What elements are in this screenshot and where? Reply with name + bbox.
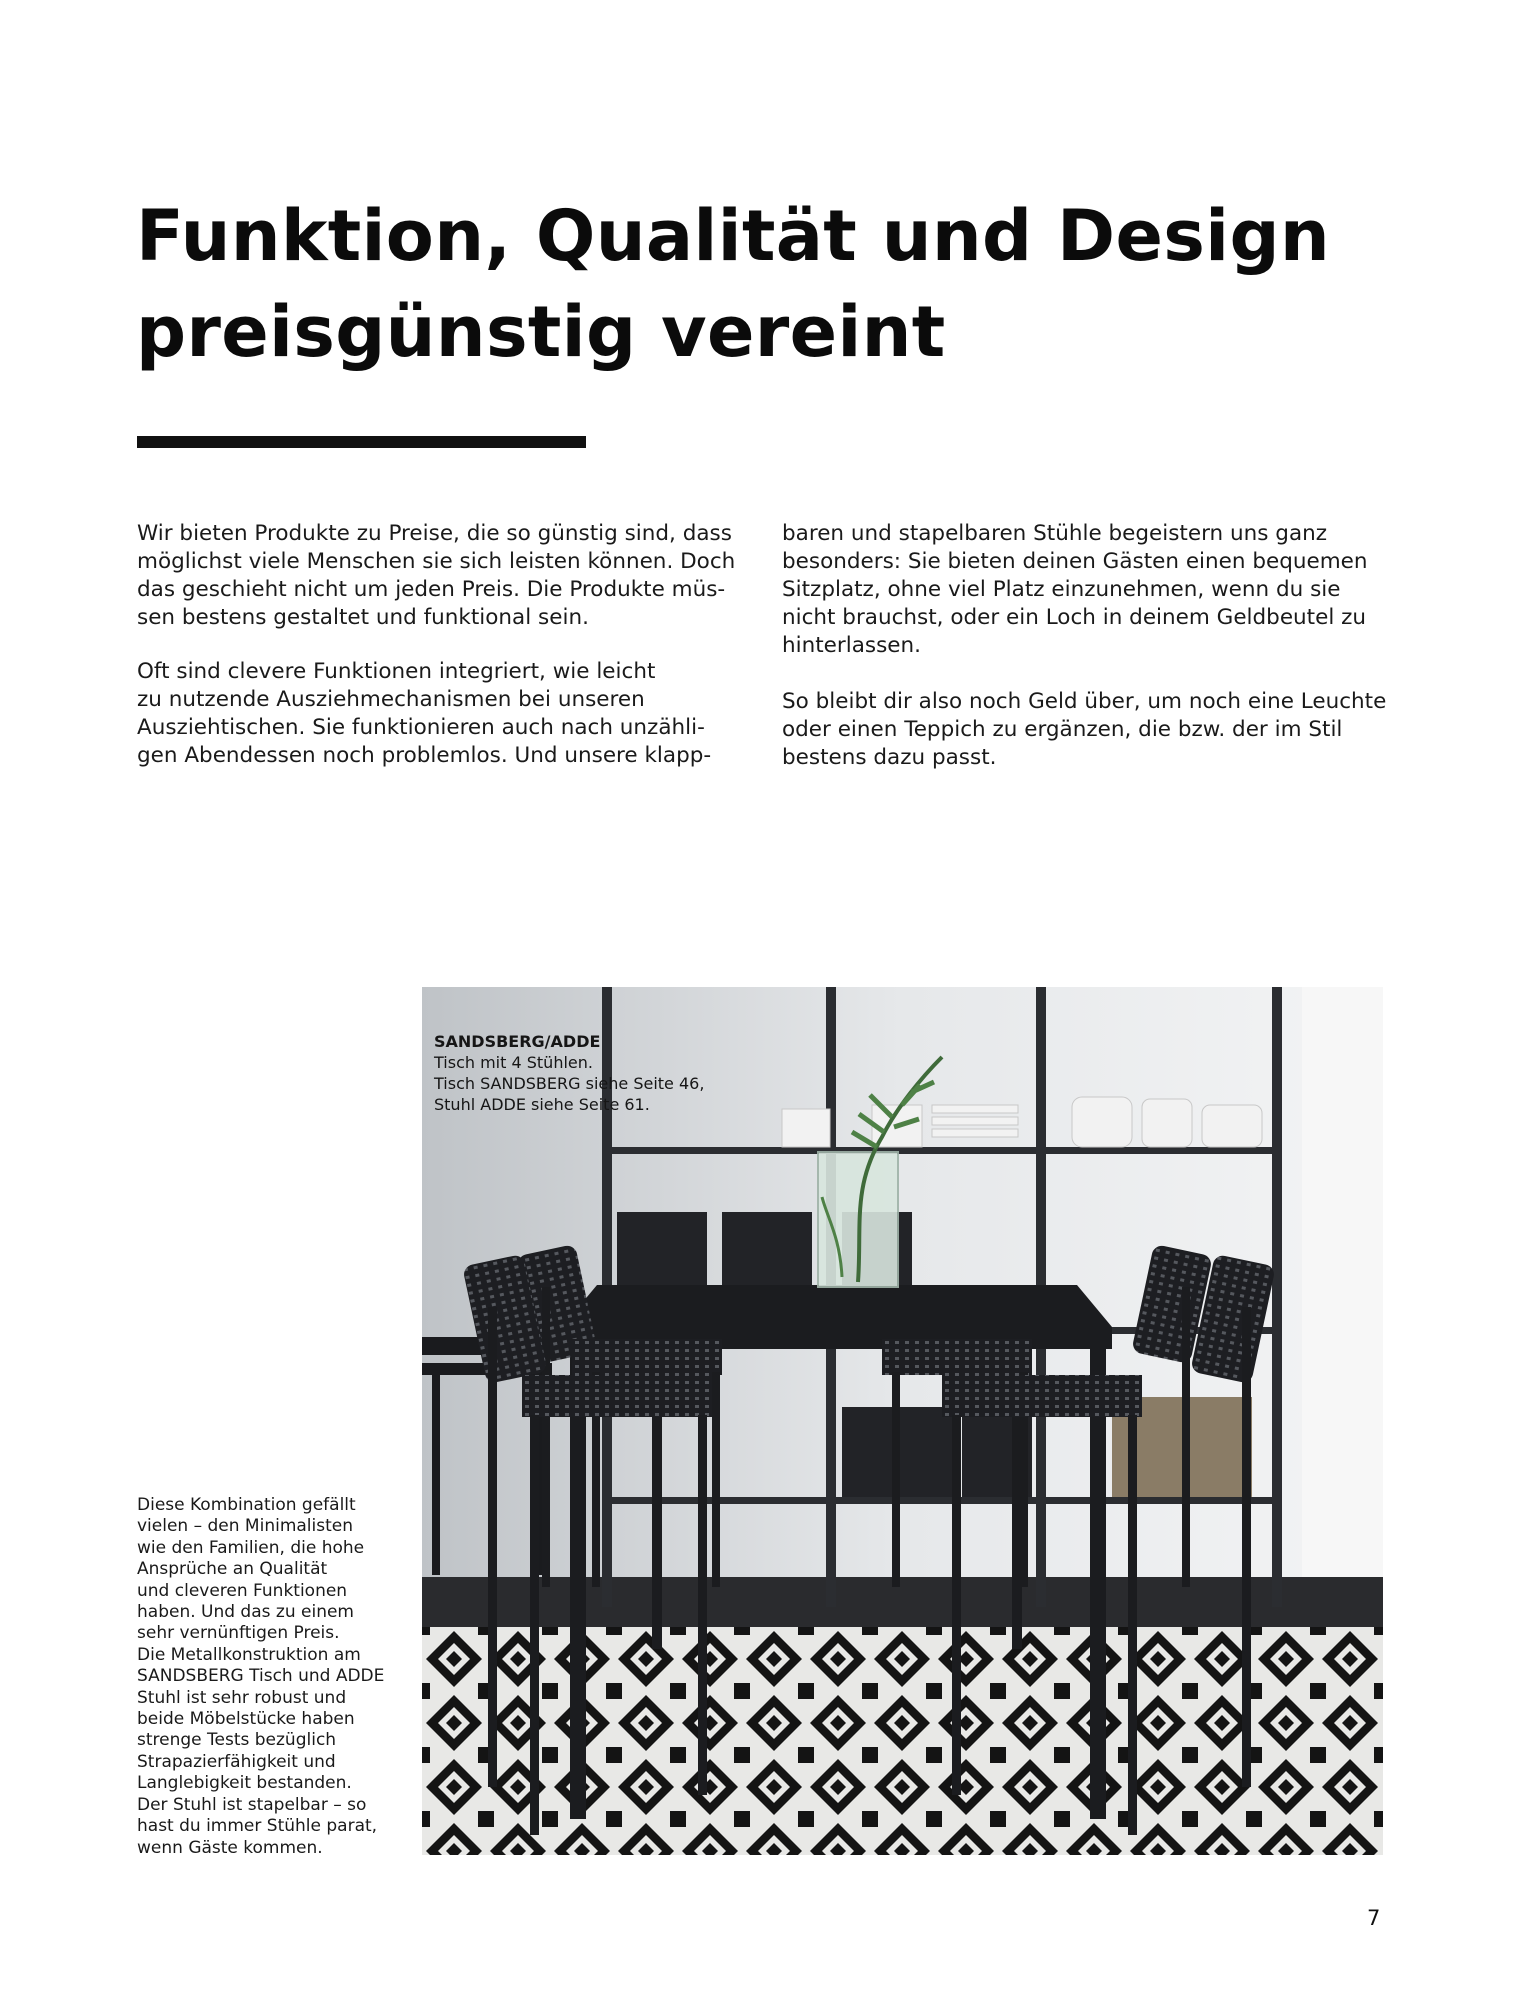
text-line: wie den Familien, die hohe [137, 1537, 365, 1558]
text-line: haben. Und das zu einem [137, 1602, 354, 1623]
text-line: Diese Kombination gefällt [137, 1495, 356, 1515]
text-line: Oft sind clevere Funktionen integriert, wie leicht [137, 659, 656, 684]
text-line: Langlebigkeit bestanden. [137, 1773, 352, 1794]
text-line: strenge Tests bezüglich [137, 1730, 337, 1751]
dining-scene-illustration [422, 987, 1383, 1855]
text-line: Ausziehtischen. Sie funktionieren auch nach unzähli- [137, 715, 705, 740]
text-line: wenn Gäste kommen. [137, 1837, 323, 1858]
text-line: vielen – den Minimalisten [137, 1516, 354, 1537]
text-line: zu nutzende Ausziehmechanismen bei unseren [137, 687, 645, 712]
text-line: sehr vernünftigen Preis. [137, 1623, 340, 1644]
text-line: gen Abendessen noch problemlos. Und unsere klapp- [137, 743, 712, 768]
text-line: So bleibt dir also noch Geld über, um noch eine Leuchte [782, 689, 1387, 714]
text-line: Sitzplatz, ohne viel Platz einzunehmen, wenn du sie [782, 577, 1341, 602]
page-number: 7 [1367, 1906, 1381, 1930]
photo-caption [434, 1031, 704, 1115]
caption-line: Stuhl ADDE siehe Seite 61. [434, 1095, 650, 1114]
text-line: SANDSBERG Tisch und ADDE [137, 1666, 385, 1687]
text-line: Ansprüche an Qualität [137, 1559, 328, 1580]
text-line: baren und stapelbaren Stühle begeistern uns ganz [782, 521, 1328, 546]
side-description [137, 1495, 384, 1859]
title-line-2: preisgünstig vereint [136, 291, 946, 373]
body-left-paragraph-2 [137, 658, 711, 770]
text-line: hast du immer Stühle parat, [137, 1816, 378, 1837]
text-line: das geschieht nicht um jeden Preis. Die Produkte müs- [137, 577, 726, 602]
text-line: Die Metallkonstruktion am [137, 1644, 361, 1665]
curtain [1302, 987, 1383, 1627]
text-line: besonders: Sie bieten deinen Gästen einen bequemen [782, 549, 1368, 574]
text-line: und cleveren Funktionen [137, 1580, 348, 1601]
text-line: Stuhl ist sehr robust und [137, 1687, 347, 1708]
text-line: hinterlassen. [782, 633, 921, 658]
body-right-paragraph-1 [782, 520, 1368, 660]
body-left-paragraph-1 [137, 520, 735, 632]
caption-title: SANDSBERG/ADDE [434, 1032, 601, 1051]
text-line: beide Möbelstücke haben [137, 1709, 355, 1730]
patterned-rug [422, 1627, 1383, 1855]
text-line: Wir bieten Produkte zu Preise, die so günstig sind, dass [137, 521, 732, 546]
title-underline-rule [137, 436, 586, 448]
text-line: sen bestens gestaltet und funktional sein. [137, 605, 589, 630]
title-line-1: Funktion, Qualität und Design [136, 195, 1331, 277]
text-line: möglichst viele Menschen sie sich leisten können. Doch [137, 549, 736, 574]
text-line: Strapazierfähigkeit und [137, 1751, 336, 1772]
body-right-paragraph-2 [782, 688, 1386, 772]
text-line: nicht brauchst, oder ein Loch in deinem Geldbeutel zu [782, 605, 1367, 630]
page-title [136, 188, 1386, 380]
text-line: Der Stuhl ist stapelbar – so [137, 1794, 367, 1815]
dining-room-photo [422, 987, 1383, 1855]
caption-line: Tisch SANDSBERG siehe Seite 46, [434, 1074, 705, 1093]
caption-line: Tisch mit 4 Stühlen. [434, 1053, 593, 1072]
text-line: bestens dazu passt. [782, 745, 997, 770]
text-line: oder einen Teppich zu ergänzen, die bzw. der im Stil [782, 717, 1343, 742]
